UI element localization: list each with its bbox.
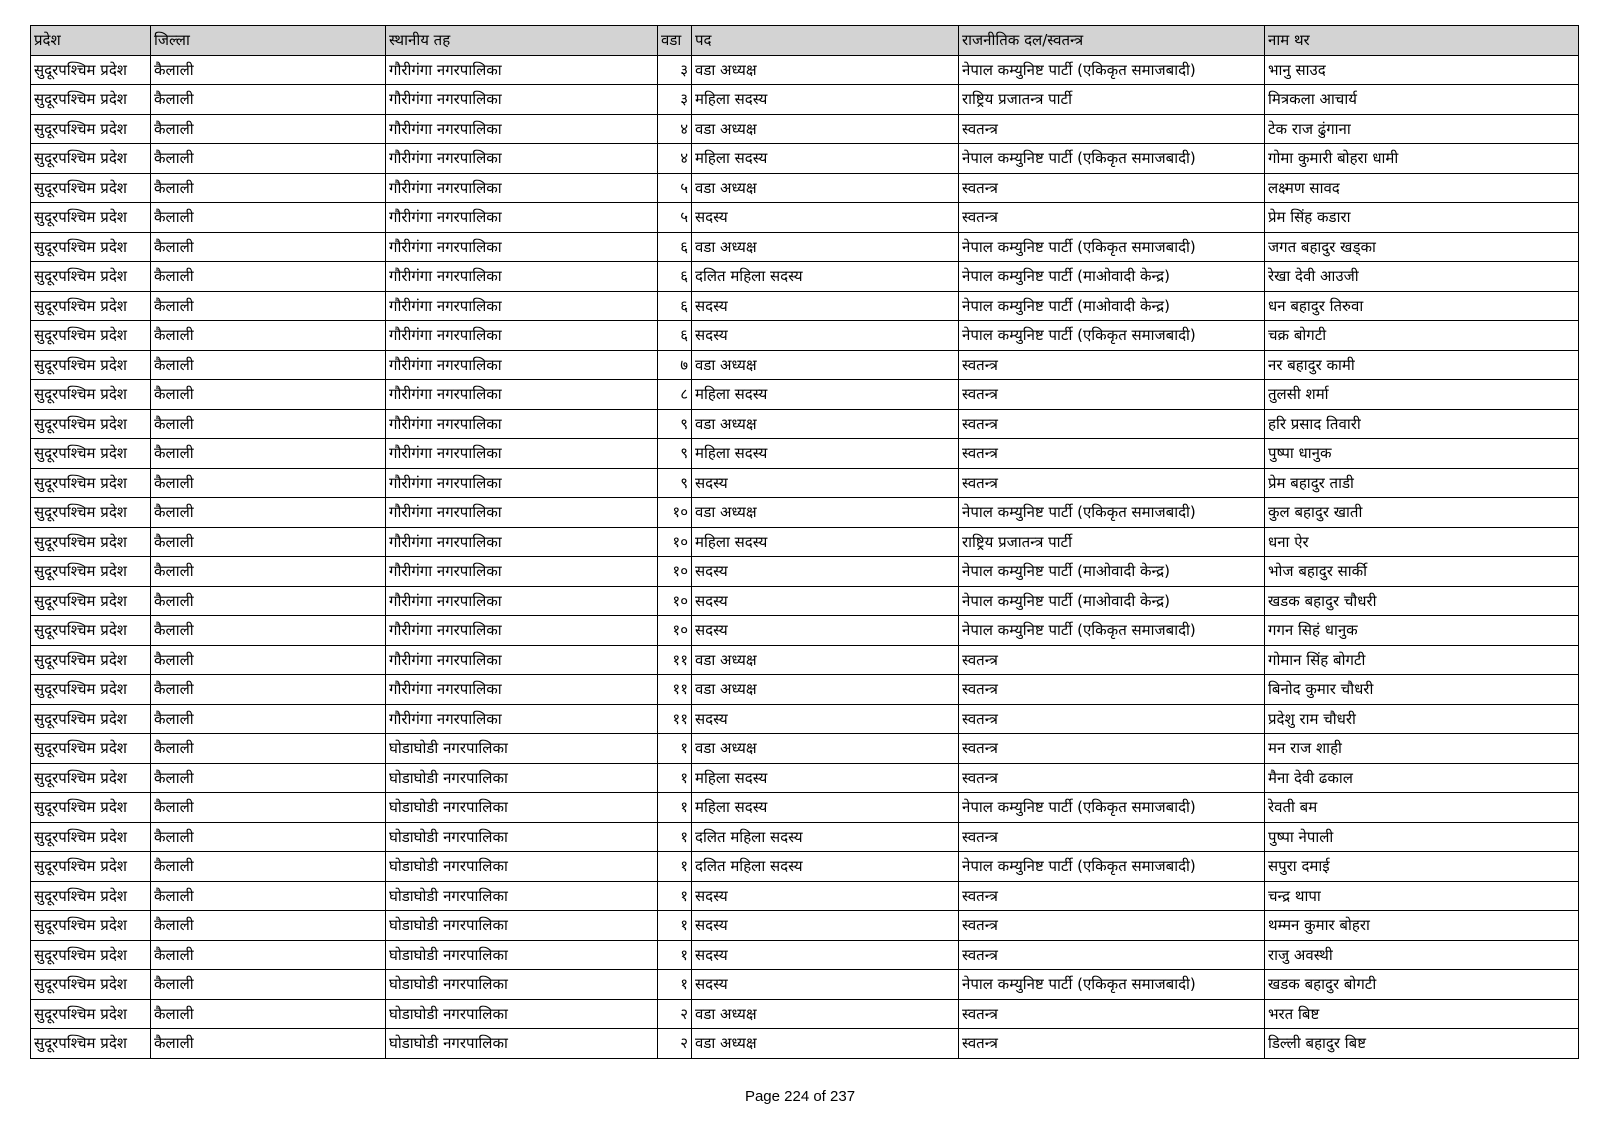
cell-party: स्वतन्त्र	[959, 881, 1265, 911]
cell-district: कैलाली	[151, 527, 386, 557]
table-row	[31, 734, 1579, 764]
cell-name: चन्द्र थापा	[1265, 881, 1579, 911]
cell-name: मित्रकला आचार्य	[1265, 85, 1579, 115]
table-row	[31, 911, 1579, 941]
cell-name: रेखा देवी आउजी	[1265, 262, 1579, 292]
cell-province: सुदूरपश्चिम प्रदेश	[31, 114, 151, 144]
cell-province: सुदूरपश्चिम प्रदेश	[31, 911, 151, 941]
cell-ward: ४	[658, 144, 692, 174]
cell-province: सुदूरपश्चिम प्रदेश	[31, 763, 151, 793]
cell-local-level: गौरीगंगा नगरपालिका	[386, 557, 658, 587]
table-row	[31, 380, 1579, 410]
cell-name: राजु अवस्थी	[1265, 940, 1579, 970]
table-row	[31, 114, 1579, 144]
cell-position: सदस्य	[692, 616, 959, 646]
cell-local-level: घोडाघोडी नगरपालिका	[386, 911, 658, 941]
cell-ward: १	[658, 793, 692, 823]
cell-province: सुदूरपश्चिम प्रदेश	[31, 409, 151, 439]
cell-ward: ९	[658, 409, 692, 439]
cell-province: सुदूरपश्चिम प्रदेश	[31, 262, 151, 292]
cell-position: सदस्य	[692, 468, 959, 498]
cell-district: कैलाली	[151, 704, 386, 734]
cell-name: भोज बहादुर सार्की	[1265, 557, 1579, 587]
cell-province: सुदूरपश्चिम प्रदेश	[31, 350, 151, 380]
cell-party: नेपाल कम्युनिष्ट पार्टी (माओवादी केन्द्र)	[959, 262, 1265, 292]
table-row	[31, 1029, 1579, 1059]
cell-province: सुदूरपश्चिम प्रदेश	[31, 439, 151, 469]
cell-ward: ९	[658, 468, 692, 498]
cell-district: कैलाली	[151, 911, 386, 941]
table-row	[31, 203, 1579, 233]
cell-ward: १	[658, 940, 692, 970]
cell-name: थम्मन कुमार बोहरा	[1265, 911, 1579, 941]
cell-province: सुदूरपश्चिम प्रदेश	[31, 498, 151, 528]
table-row	[31, 557, 1579, 587]
table-body	[31, 55, 1579, 1058]
cell-ward: १	[658, 970, 692, 1000]
cell-local-level: घोडाघोडी नगरपालिका	[386, 940, 658, 970]
cell-district: कैलाली	[151, 616, 386, 646]
cell-ward: ७	[658, 350, 692, 380]
table-row	[31, 616, 1579, 646]
table-row	[31, 940, 1579, 970]
cell-province: सुदूरपश्चिम प्रदेश	[31, 291, 151, 321]
cell-local-level: गौरीगंगा नगरपालिका	[386, 291, 658, 321]
cell-province: सुदूरपश्चिम प्रदेश	[31, 675, 151, 705]
cell-position: सदस्य	[692, 881, 959, 911]
cell-name: पुष्पा नेपाली	[1265, 822, 1579, 852]
cell-party: नेपाल कम्युनिष्ट पार्टी (एकिकृत समाजबादी)	[959, 144, 1265, 174]
cell-ward: १०	[658, 527, 692, 557]
cell-province: सुदूरपश्चिम प्रदेश	[31, 557, 151, 587]
cell-ward: २	[658, 999, 692, 1029]
cell-ward: ११	[658, 704, 692, 734]
cell-name: कुल बहादुर खाती	[1265, 498, 1579, 528]
cell-party: स्वतन्त्र	[959, 173, 1265, 203]
cell-party: स्वतन्त्र	[959, 822, 1265, 852]
cell-name: रेवती बम	[1265, 793, 1579, 823]
cell-district: कैलाली	[151, 409, 386, 439]
cell-province: सुदूरपश्चिम प्रदेश	[31, 173, 151, 203]
cell-party: स्वतन्त्र	[959, 1029, 1265, 1059]
cell-name: भरत बिष्ट	[1265, 999, 1579, 1029]
cell-ward: ६	[658, 232, 692, 262]
cell-ward: १	[658, 852, 692, 882]
cell-name: मैना देवी ढकाल	[1265, 763, 1579, 793]
table-row	[31, 793, 1579, 823]
cell-party: स्वतन्त्र	[959, 114, 1265, 144]
cell-ward: १०	[658, 616, 692, 646]
cell-ward: ५	[658, 203, 692, 233]
cell-local-level: गौरीगंगा नगरपालिका	[386, 173, 658, 203]
cell-name: बिनोद कुमार चौधरी	[1265, 675, 1579, 705]
cell-party: नेपाल कम्युनिष्ट पार्टी (एकिकृत समाजबादी)	[959, 616, 1265, 646]
cell-district: कैलाली	[151, 999, 386, 1029]
cell-province: सुदूरपश्चिम प्रदेश	[31, 734, 151, 764]
cell-position: दलित महिला सदस्य	[692, 262, 959, 292]
cell-local-level: गौरीगंगा नगरपालिका	[386, 144, 658, 174]
cell-party: नेपाल कम्युनिष्ट पार्टी (माओवादी केन्द्र)	[959, 291, 1265, 321]
cell-local-level: घोडाघोडी नगरपालिका	[386, 822, 658, 852]
cell-position: महिला सदस्य	[692, 144, 959, 174]
cell-local-level: गौरीगंगा नगरपालिका	[386, 586, 658, 616]
cell-ward: १	[658, 822, 692, 852]
cell-district: कैलाली	[151, 262, 386, 292]
cell-province: सुदूरपश्चिम प्रदेश	[31, 793, 151, 823]
cell-province: सुदूरपश्चिम प्रदेश	[31, 85, 151, 115]
cell-ward: १	[658, 911, 692, 941]
cell-name: चक्र बोगटी	[1265, 321, 1579, 351]
cell-district: कैलाली	[151, 970, 386, 1000]
cell-party: स्वतन्त्र	[959, 439, 1265, 469]
cell-position: वडा अध्यक्ष	[692, 232, 959, 262]
cell-province: सुदूरपश्चिम प्रदेश	[31, 55, 151, 85]
cell-ward: २	[658, 1029, 692, 1059]
cell-local-level: घोडाघोडी नगरपालिका	[386, 1029, 658, 1059]
cell-local-level: गौरीगंगा नगरपालिका	[386, 439, 658, 469]
cell-district: कैलाली	[151, 675, 386, 705]
cell-local-level: घोडाघोडी नगरपालिका	[386, 734, 658, 764]
cell-position: सदस्य	[692, 704, 959, 734]
header-position: पद	[692, 26, 959, 56]
cell-province: सुदूरपश्चिम प्रदेश	[31, 232, 151, 262]
cell-local-level: गौरीगंगा नगरपालिका	[386, 498, 658, 528]
cell-ward: ६	[658, 291, 692, 321]
cell-district: कैलाली	[151, 173, 386, 203]
table-row	[31, 822, 1579, 852]
cell-district: कैलाली	[151, 498, 386, 528]
cell-position: दलित महिला सदस्य	[692, 852, 959, 882]
cell-ward: ३	[658, 85, 692, 115]
cell-ward: ३	[658, 55, 692, 85]
table-row	[31, 321, 1579, 351]
cell-name: हरि प्रसाद तिवारी	[1265, 409, 1579, 439]
table-row	[31, 232, 1579, 262]
cell-local-level: गौरीगंगा नगरपालिका	[386, 232, 658, 262]
cell-district: कैलाली	[151, 734, 386, 764]
cell-local-level: गौरीगंगा नगरपालिका	[386, 704, 658, 734]
results-table	[30, 25, 1579, 1059]
cell-local-level: गौरीगंगा नगरपालिका	[386, 616, 658, 646]
table-row	[31, 645, 1579, 675]
cell-name: डिल्ली बहादुर बिष्ट	[1265, 1029, 1579, 1059]
table-row	[31, 85, 1579, 115]
cell-name: जगत बहादुर खड्का	[1265, 232, 1579, 262]
cell-local-level: घोडाघोडी नगरपालिका	[386, 793, 658, 823]
cell-ward: ६	[658, 321, 692, 351]
cell-party: स्वतन्त्र	[959, 380, 1265, 410]
header-party: राजनीतिक दल/स्वतन्त्र	[959, 26, 1265, 56]
table-row	[31, 173, 1579, 203]
cell-position: वडा अध्यक्ष	[692, 409, 959, 439]
cell-name: सपुरा दमाई	[1265, 852, 1579, 882]
cell-position: सदस्य	[692, 557, 959, 587]
cell-local-level: गौरीगंगा नगरपालिका	[386, 85, 658, 115]
cell-party: स्वतन्त्र	[959, 468, 1265, 498]
cell-local-level: गौरीगंगा नगरपालिका	[386, 55, 658, 85]
cell-province: सुदूरपश्चिम प्रदेश	[31, 999, 151, 1029]
cell-district: कैलाली	[151, 321, 386, 351]
header-ward: वडा	[658, 26, 692, 56]
header-province: प्रदेश	[31, 26, 151, 56]
cell-name: नर बहादुर कामी	[1265, 350, 1579, 380]
cell-party: नेपाल कम्युनिष्ट पार्टी (एकिकृत समाजबादी)	[959, 232, 1265, 262]
cell-position: सदस्य	[692, 291, 959, 321]
cell-party: स्वतन्त्र	[959, 763, 1265, 793]
cell-position: सदस्य	[692, 970, 959, 1000]
cell-district: कैलाली	[151, 350, 386, 380]
table-row	[31, 439, 1579, 469]
table-row	[31, 291, 1579, 321]
cell-ward: १	[658, 734, 692, 764]
cell-name: गोमा कुमारी बोहरा धामी	[1265, 144, 1579, 174]
cell-local-level: गौरीगंगा नगरपालिका	[386, 468, 658, 498]
table-row	[31, 262, 1579, 292]
cell-district: कैलाली	[151, 852, 386, 882]
cell-party: नेपाल कम्युनिष्ट पार्टी (एकिकृत समाजबादी)	[959, 55, 1265, 85]
cell-party: राष्ट्रिय प्रजातन्त्र पार्टी	[959, 85, 1265, 115]
cell-name: लक्ष्मण सावद	[1265, 173, 1579, 203]
cell-local-level: गौरीगंगा नगरपालिका	[386, 409, 658, 439]
cell-ward: १०	[658, 586, 692, 616]
cell-local-level: गौरीगंगा नगरपालिका	[386, 527, 658, 557]
cell-local-level: घोडाघोडी नगरपालिका	[386, 999, 658, 1029]
cell-province: सुदूरपश्चिम प्रदेश	[31, 940, 151, 970]
table-row	[31, 350, 1579, 380]
cell-local-level: गौरीगंगा नगरपालिका	[386, 321, 658, 351]
cell-position: वडा अध्यक्ष	[692, 55, 959, 85]
cell-party: नेपाल कम्युनिष्ट पार्टी (माओवादी केन्द्र)	[959, 557, 1265, 587]
cell-district: कैलाली	[151, 763, 386, 793]
cell-province: सुदूरपश्चिम प्रदेश	[31, 144, 151, 174]
cell-district: कैलाली	[151, 468, 386, 498]
cell-position: वडा अध्यक्ष	[692, 734, 959, 764]
cell-position: सदस्य	[692, 203, 959, 233]
cell-party: नेपाल कम्युनिष्ट पार्टी (एकिकृत समाजबादी)	[959, 970, 1265, 1000]
table-row	[31, 468, 1579, 498]
table-row	[31, 970, 1579, 1000]
cell-name: धना ऐर	[1265, 527, 1579, 557]
cell-district: कैलाली	[151, 203, 386, 233]
cell-district: कैलाली	[151, 1029, 386, 1059]
cell-ward: ११	[658, 675, 692, 705]
cell-province: सुदूरपश्चिम प्रदेश	[31, 822, 151, 852]
cell-district: कैलाली	[151, 586, 386, 616]
cell-local-level: गौरीगंगा नगरपालिका	[386, 350, 658, 380]
cell-party: स्वतन्त्र	[959, 734, 1265, 764]
cell-name: मन राज शाही	[1265, 734, 1579, 764]
cell-name: धन बहादुर तिरुवा	[1265, 291, 1579, 321]
page-number: Page 224 of 237	[744, 1088, 856, 1105]
cell-party: राष्ट्रिय प्रजातन्त्र पार्टी	[959, 527, 1265, 557]
cell-local-level: घोडाघोडी नगरपालिका	[386, 763, 658, 793]
cell-province: सुदूरपश्चिम प्रदेश	[31, 1029, 151, 1059]
cell-ward: ४	[658, 114, 692, 144]
cell-party: स्वतन्त्र	[959, 940, 1265, 970]
cell-position: वडा अध्यक्ष	[692, 1029, 959, 1059]
cell-province: सुदूरपश्चिम प्रदेश	[31, 203, 151, 233]
cell-province: सुदूरपश्चिम प्रदेश	[31, 645, 151, 675]
cell-ward: १	[658, 763, 692, 793]
cell-ward: १	[658, 881, 692, 911]
cell-party: नेपाल कम्युनिष्ट पार्टी (एकिकृत समाजबादी)	[959, 498, 1265, 528]
cell-province: सुदूरपश्चिम प्रदेश	[31, 586, 151, 616]
cell-party: स्वतन्त्र	[959, 675, 1265, 705]
cell-position: वडा अध्यक्ष	[692, 999, 959, 1029]
cell-ward: ११	[658, 645, 692, 675]
header-local-level: स्थानीय तह	[386, 26, 658, 56]
table-row	[31, 527, 1579, 557]
cell-province: सुदूरपश्चिम प्रदेश	[31, 321, 151, 351]
cell-name: तुलसी शर्मा	[1265, 380, 1579, 410]
cell-province: सुदूरपश्चिम प्रदेश	[31, 881, 151, 911]
cell-district: कैलाली	[151, 85, 386, 115]
cell-local-level: घोडाघोडी नगरपालिका	[386, 881, 658, 911]
cell-position: वडा अध्यक्ष	[692, 114, 959, 144]
cell-party: स्वतन्त्र	[959, 704, 1265, 734]
cell-name: खडक बहादुर चौधरी	[1265, 586, 1579, 616]
header-district: जिल्ला	[151, 26, 386, 56]
cell-position: सदस्य	[692, 586, 959, 616]
cell-local-level: गौरीगंगा नगरपालिका	[386, 203, 658, 233]
table-row	[31, 675, 1579, 705]
cell-district: कैलाली	[151, 380, 386, 410]
cell-party: स्वतन्त्र	[959, 203, 1265, 233]
cell-party: नेपाल कम्युनिष्ट पार्टी (एकिकृत समाजबादी)	[959, 852, 1265, 882]
table-row	[31, 881, 1579, 911]
table-row	[31, 144, 1579, 174]
cell-position: सदस्य	[692, 911, 959, 941]
cell-position: वडा अध्यक्ष	[692, 498, 959, 528]
cell-local-level: गौरीगंगा नगरपालिका	[386, 114, 658, 144]
cell-name: पुष्पा धानुक	[1265, 439, 1579, 469]
cell-district: कैलाली	[151, 291, 386, 321]
table-row	[31, 999, 1579, 1029]
cell-ward: १०	[658, 498, 692, 528]
cell-ward: ५	[658, 173, 692, 203]
table-row	[31, 498, 1579, 528]
cell-position: सदस्य	[692, 321, 959, 351]
table-row	[31, 763, 1579, 793]
cell-district: कैलाली	[151, 557, 386, 587]
cell-local-level: गौरीगंगा नगरपालिका	[386, 262, 658, 292]
cell-party: स्वतन्त्र	[959, 911, 1265, 941]
cell-district: कैलाली	[151, 940, 386, 970]
table-row	[31, 586, 1579, 616]
cell-district: कैलाली	[151, 144, 386, 174]
cell-local-level: गौरीगंगा नगरपालिका	[386, 380, 658, 410]
cell-position: महिला सदस्य	[692, 85, 959, 115]
cell-position: महिला सदस्य	[692, 439, 959, 469]
cell-name: टेक राज ढुंगाना	[1265, 114, 1579, 144]
cell-local-level: गौरीगंगा नगरपालिका	[386, 675, 658, 705]
cell-party: स्वतन्त्र	[959, 999, 1265, 1029]
cell-name: गोमान सिंह बोगटी	[1265, 645, 1579, 675]
cell-district: कैलाली	[151, 114, 386, 144]
header-row	[31, 26, 1579, 56]
cell-position: महिला सदस्य	[692, 527, 959, 557]
cell-position: महिला सदस्य	[692, 380, 959, 410]
cell-local-level: घोडाघोडी नगरपालिका	[386, 970, 658, 1000]
cell-position: दलित महिला सदस्य	[692, 822, 959, 852]
cell-party: नेपाल कम्युनिष्ट पार्टी (एकिकृत समाजबादी)	[959, 321, 1265, 351]
cell-ward: ९	[658, 439, 692, 469]
cell-district: कैलाली	[151, 881, 386, 911]
cell-name: प्रेम सिंह कडारा	[1265, 203, 1579, 233]
cell-ward: ६	[658, 262, 692, 292]
cell-party: स्वतन्त्र	[959, 350, 1265, 380]
cell-position: महिला सदस्य	[692, 763, 959, 793]
cell-position: वडा अध्यक्ष	[692, 675, 959, 705]
cell-position: महिला सदस्य	[692, 793, 959, 823]
cell-district: कैलाली	[151, 822, 386, 852]
cell-name: प्रदेशु राम चौधरी	[1265, 704, 1579, 734]
cell-name: प्रेम बहादुर ताडी	[1265, 468, 1579, 498]
cell-province: सुदूरपश्चिम प्रदेश	[31, 616, 151, 646]
cell-province: सुदूरपश्चिम प्रदेश	[31, 380, 151, 410]
cell-ward: १०	[658, 557, 692, 587]
cell-district: कैलाली	[151, 439, 386, 469]
cell-position: सदस्य	[692, 940, 959, 970]
cell-district: कैलाली	[151, 232, 386, 262]
table-row	[31, 852, 1579, 882]
cell-local-level: घोडाघोडी नगरपालिका	[386, 852, 658, 882]
cell-province: सुदूरपश्चिम प्रदेश	[31, 852, 151, 882]
cell-position: वडा अध्यक्ष	[692, 350, 959, 380]
cell-party: नेपाल कम्युनिष्ट पार्टी (एकिकृत समाजबादी)	[959, 793, 1265, 823]
cell-district: कैलाली	[151, 645, 386, 675]
cell-name: खडक बहादुर बोगटी	[1265, 970, 1579, 1000]
cell-ward: ८	[658, 380, 692, 410]
cell-province: सुदूरपश्चिम प्रदेश	[31, 468, 151, 498]
table-row	[31, 55, 1579, 85]
cell-position: वडा अध्यक्ष	[692, 645, 959, 675]
cell-name: गगन सिहं धानुक	[1265, 616, 1579, 646]
cell-position: वडा अध्यक्ष	[692, 173, 959, 203]
cell-province: सुदूरपश्चिम प्रदेश	[31, 970, 151, 1000]
header-name: नाम थर	[1265, 26, 1579, 56]
cell-district: कैलाली	[151, 793, 386, 823]
cell-province: सुदूरपश्चिम प्रदेश	[31, 527, 151, 557]
cell-local-level: गौरीगंगा नगरपालिका	[386, 645, 658, 675]
cell-party: स्वतन्त्र	[959, 409, 1265, 439]
cell-name: भानु साउद	[1265, 55, 1579, 85]
cell-province: सुदूरपश्चिम प्रदेश	[31, 704, 151, 734]
table-row	[31, 409, 1579, 439]
cell-party: स्वतन्त्र	[959, 645, 1265, 675]
cell-party: नेपाल कम्युनिष्ट पार्टी (माओवादी केन्द्र)	[959, 586, 1265, 616]
cell-district: कैलाली	[151, 55, 386, 85]
table-row	[31, 704, 1579, 734]
